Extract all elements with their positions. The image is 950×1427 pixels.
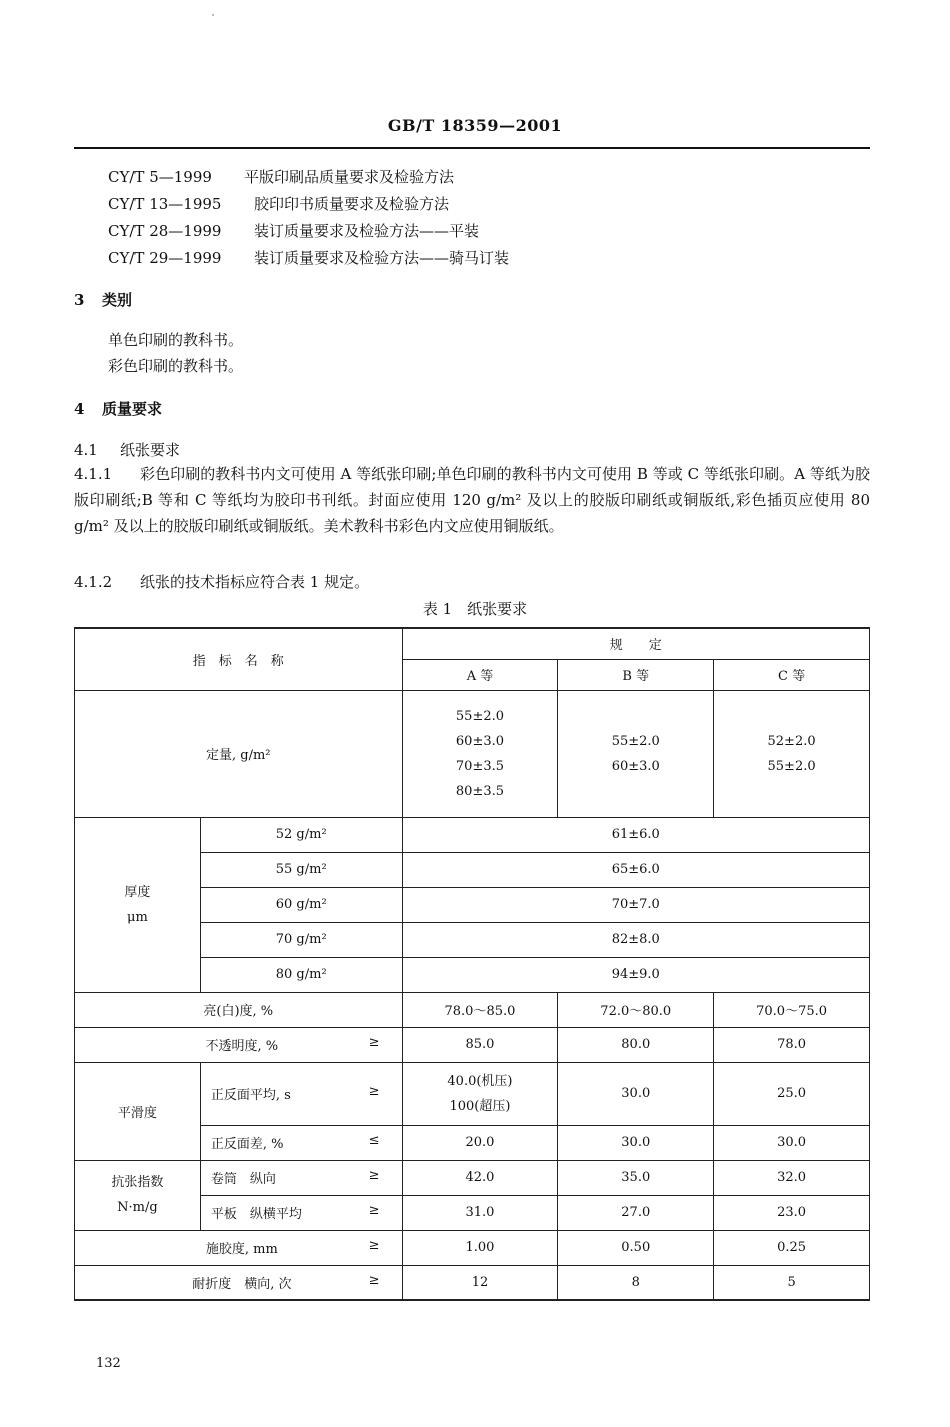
- opacity-label: [75, 1027, 403, 1062]
- smoothness-diff-label: [200, 1125, 402, 1160]
- reference-title: 平版印刷品质量要求及检验方法: [244, 168, 455, 186]
- brightness-a: 78.0～85.0: [402, 992, 558, 1027]
- sizing-operator: ≥: [368, 1238, 380, 1253]
- section-title: 类别: [102, 291, 133, 309]
- row-folding: [75, 1265, 870, 1300]
- tensile-roll-label: [200, 1160, 402, 1195]
- table-header-row: [75, 628, 870, 659]
- tensile-sheet-title: 平板 纵横平均: [210, 1207, 302, 1222]
- section-3-heading: [74, 289, 132, 310]
- smoothness-avg-label: [200, 1062, 402, 1125]
- row-basis-weight: [75, 690, 870, 817]
- header-grade-c: C 等: [714, 659, 870, 690]
- folding-operator: ≥: [368, 1272, 380, 1288]
- section-4-heading: [74, 398, 162, 419]
- cell-value: 55±2.0: [611, 733, 660, 749]
- cell-value: 55±2.0: [767, 758, 816, 774]
- smoothness-avg-title: 正反面平均, s: [210, 1088, 291, 1103]
- thickness-weight: 70 g/m²: [200, 922, 402, 957]
- reference-code: CY/T 28—1999: [108, 222, 222, 240]
- page-number: 132: [96, 1356, 121, 1371]
- reference-code: CY/T 5—1999: [108, 168, 212, 186]
- reference-title: 装订质量要求及检验方法——骑马订装: [254, 249, 510, 267]
- reference-item: [108, 245, 509, 272]
- smoothness-diff-b: 30.0: [558, 1125, 714, 1160]
- row-smoothness-avg: [75, 1062, 870, 1125]
- thickness-value: 61±6.0: [402, 817, 869, 852]
- header-specification: 规 定: [402, 628, 869, 659]
- row-sizing: [75, 1230, 870, 1265]
- cell-value: 60±3.0: [455, 733, 505, 749]
- reference-title: 装订质量要求及检验方法——平装: [254, 222, 480, 240]
- sizing-b: 0.50: [558, 1230, 714, 1265]
- category-item: 彩色印刷的教科书。: [108, 357, 244, 375]
- reference-item: [108, 218, 509, 245]
- clause-4-1-2: [74, 571, 369, 592]
- tensile-label: [75, 1160, 201, 1230]
- smoothness-diff-a: 20.0: [402, 1125, 558, 1160]
- opacity-b: 80.0: [558, 1027, 714, 1062]
- basis-weight-a: [402, 690, 558, 817]
- tensile-sheet-c: 23.0: [714, 1195, 870, 1230]
- thickness-unit: μm: [127, 909, 148, 925]
- brightness-label: 亮(白)度, %: [75, 992, 403, 1027]
- tensile-roll-c: 32.0: [714, 1160, 870, 1195]
- cell-value: 52±2.0: [767, 733, 816, 749]
- header-indicator-name: 指 标 名 称: [75, 628, 403, 690]
- tensile-roll-a: 42.0: [402, 1160, 558, 1195]
- cell-value: 70±3.5: [455, 758, 505, 774]
- row-thickness: [75, 817, 870, 852]
- smoothness-diff-operator: ≤: [368, 1133, 380, 1148]
- tensile-title: 抗张指数: [111, 1175, 164, 1190]
- clause-4-1-1: [74, 461, 870, 539]
- tensile-sheet-a: 31.0: [402, 1195, 558, 1230]
- cell-value: 60±3.0: [611, 758, 660, 774]
- reference-title: 胶印印书质量要求及检验方法: [254, 195, 450, 213]
- basis-weight-c: [714, 690, 870, 817]
- thickness-value: 94±9.0: [402, 957, 869, 992]
- sizing-title: 施胶度, mm: [205, 1242, 278, 1257]
- tensile-sheet-b: 27.0: [558, 1195, 714, 1230]
- thickness-value: 70±7.0: [402, 887, 869, 922]
- folding-a: 12: [402, 1265, 558, 1300]
- tensile-sheet-operator: ≥: [368, 1203, 380, 1218]
- basis-weight-label: 定量, g/m²: [75, 690, 403, 817]
- tensile-roll-operator: ≥: [368, 1168, 380, 1183]
- tensile-roll-b: 35.0: [558, 1160, 714, 1195]
- thickness-weight: 52 g/m²: [200, 817, 402, 852]
- section-4-1-heading: [74, 439, 180, 460]
- folding-label: [75, 1265, 403, 1300]
- smoothness-avg-c: 25.0: [714, 1062, 870, 1125]
- smoothness-diff-c: 30.0: [714, 1125, 870, 1160]
- sizing-a: 1.00: [402, 1230, 558, 1265]
- scan-speck: [212, 14, 214, 16]
- sizing-c: 0.25: [714, 1230, 870, 1265]
- reference-code: CY/T 29—1999: [108, 249, 222, 267]
- opacity-operator: ≥: [368, 1035, 380, 1050]
- row-brightness: [75, 992, 870, 1027]
- section-number: 4: [74, 400, 85, 418]
- clause-number: 4.1.2: [74, 573, 113, 591]
- tensile-roll-title: 卷筒 纵向: [210, 1172, 276, 1187]
- basis-weight-b: [558, 690, 714, 817]
- subsection-title: 纸张要求: [120, 441, 181, 459]
- thickness-value: 65±6.0: [402, 852, 869, 887]
- folding-c: 5: [714, 1265, 870, 1300]
- reference-item: [108, 164, 509, 191]
- cell-value: 55±2.0: [455, 708, 505, 724]
- thickness-value: 82±8.0: [402, 922, 869, 957]
- opacity-c: 78.0: [714, 1027, 870, 1062]
- thickness-weight: 55 g/m²: [200, 852, 402, 887]
- smoothness-diff-title: 正反面差, %: [210, 1137, 284, 1152]
- brightness-c: 70.0～75.0: [714, 992, 870, 1027]
- cell-value: 100(超压): [449, 1098, 511, 1114]
- folding-title: 耐折度 横向, 次: [192, 1276, 292, 1292]
- reference-item: [108, 191, 509, 218]
- smoothness-avg-operator: ≥: [368, 1084, 380, 1099]
- table-caption: 表 1 纸张要求: [422, 600, 528, 618]
- tensile-unit: N·m/g: [117, 1200, 158, 1215]
- cell-value: 40.0(机压): [447, 1073, 513, 1089]
- section-3-items: [108, 327, 243, 379]
- header-grade-b: B 等: [558, 659, 714, 690]
- smoothness-avg-b: 30.0: [558, 1062, 714, 1125]
- row-tensile-roll: [75, 1160, 870, 1195]
- opacity-a: 85.0: [402, 1027, 558, 1062]
- sizing-label: [75, 1230, 403, 1265]
- section-title: 质量要求: [102, 400, 163, 418]
- clause-text: 彩色印刷的教科书内文可使用 A 等纸张印刷;单色印刷的教科书内文可使用 B 等或 C 等纸张印刷。A 等纸为胶版印刷纸;B 等和 C 等纸均为胶印书刊纸。封面应使用 120 g/m² 及以上的胶版印刷纸或铜版纸,彩色插页应使用 80 g/m² 及以上的胶版印刷纸或铜版纸。美术教科书彩色内文应使用铜版纸。: [74, 465, 870, 535]
- category-item: 单色印刷的教科书。: [108, 331, 244, 349]
- thickness-label: [75, 817, 201, 992]
- header-grade-a: A 等: [402, 659, 558, 690]
- reference-list: [108, 164, 509, 272]
- section-number: 3: [74, 291, 85, 309]
- thickness-weight: 60 g/m²: [200, 887, 402, 922]
- opacity-title: 不透明度, %: [205, 1039, 279, 1054]
- subsection-number: 4.1: [74, 441, 98, 459]
- clause-text: 纸张的技术指标应符合表 1 规定。: [140, 573, 370, 591]
- row-opacity: [75, 1027, 870, 1062]
- reference-code: CY/T 13—1995: [108, 195, 222, 213]
- page-header: GB/T 18359—2001: [387, 116, 563, 135]
- smoothness-label: 平滑度: [75, 1062, 201, 1160]
- thickness-title: 厚度: [124, 884, 151, 900]
- thickness-weight: 80 g/m²: [200, 957, 402, 992]
- tensile-sheet-label: [200, 1195, 402, 1230]
- brightness-b: 72.0～80.0: [558, 992, 714, 1027]
- paper-requirements-table: [74, 627, 870, 1301]
- cell-value: 80±3.5: [455, 783, 505, 799]
- header-rule: [74, 147, 870, 149]
- clause-number: 4.1.1: [74, 465, 113, 483]
- folding-b: 8: [558, 1265, 714, 1300]
- smoothness-avg-a: [402, 1062, 558, 1125]
